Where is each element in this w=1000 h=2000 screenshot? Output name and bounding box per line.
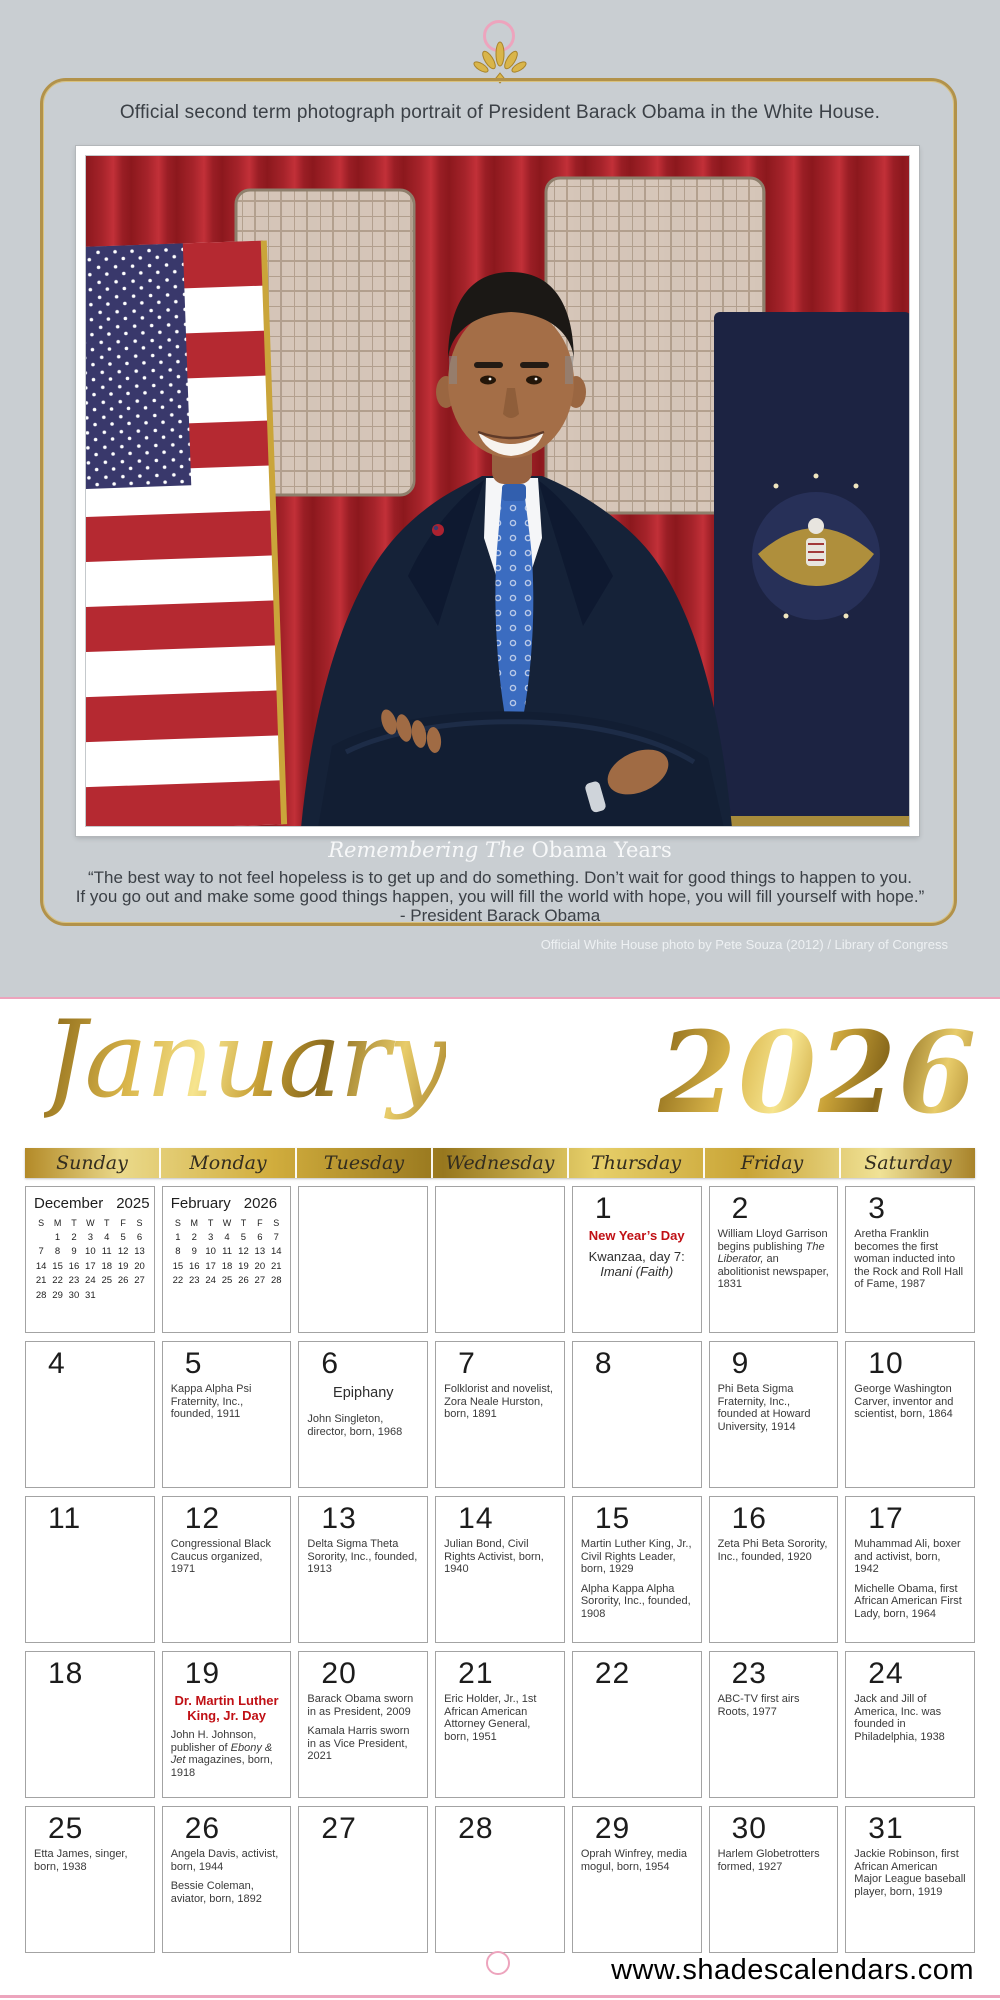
event-text-segment: John Singleton, director, born, 1968 — [307, 1413, 403, 1438]
event-text-segment: ABC-TV first airs Roots, 1977 — [717, 1693, 800, 1718]
day-number: 9 — [731, 1347, 750, 1380]
event-text-segment: Folklorist and novelist, Zora Neale Hurston, born, 1891 — [444, 1383, 553, 1420]
calendar-cell — [572, 1341, 702, 1488]
mini-day-number: 24 — [205, 1275, 216, 1286]
mini-calendar-day-letters — [170, 1216, 285, 1231]
event-text — [846, 1693, 974, 1743]
mini-day-number: 1 — [175, 1231, 181, 1243]
mini-day-number: 7 — [273, 1231, 279, 1243]
calendar-cell — [25, 1496, 155, 1643]
event-text-segment: Jackie Robinson, first African American Major League baseball player, born, 1919 — [854, 1848, 966, 1898]
mini-day-number: 12 — [117, 1246, 129, 1257]
mini-day-number: 2 — [191, 1231, 197, 1243]
day-number: 25 — [48, 1812, 84, 1845]
weekday-label: Friday — [705, 1148, 841, 1178]
event-text — [573, 1228, 701, 1243]
calendar-cell — [298, 1806, 428, 1953]
photo-credit: Official White House photo by Pete Souza (2012) / Library of Congress — [540, 937, 948, 952]
mini-calendar-week — [170, 1245, 285, 1260]
mini-day-number: 18 — [101, 1260, 113, 1272]
event-text-segment: Barack Obama sworn in as President, 2009 — [307, 1693, 414, 1718]
calendar-cell — [572, 1806, 702, 1953]
event-text — [163, 1538, 291, 1576]
event-text-segment: William Lloyd Garrison begins publishing — [717, 1228, 828, 1253]
event-text-segment: Zeta Phi Beta Sorority, Inc., founded, 1920 — [717, 1538, 828, 1563]
mini-calendar-week — [33, 1231, 148, 1246]
calendar-cell — [709, 1651, 839, 1798]
mini-day-number: 20 — [254, 1260, 266, 1272]
calendar-cell — [435, 1496, 565, 1643]
mini-calendar-december — [26, 1187, 154, 1303]
mini-day-number: 21 — [35, 1275, 47, 1286]
day-number: 21 — [458, 1657, 494, 1690]
calendar-cell — [709, 1341, 839, 1488]
day-number: 30 — [731, 1812, 767, 1845]
mini-day-number: 15 — [172, 1260, 184, 1272]
mini-day-number: 23 — [68, 1275, 80, 1286]
mini-day-number: 16 — [188, 1260, 200, 1272]
top-panel — [0, 0, 1000, 997]
day-number: 17 — [868, 1502, 904, 1535]
mini-day-number: 30 — [68, 1289, 80, 1301]
bottom-pink-rule — [0, 1995, 1000, 1998]
day-number: 4 — [48, 1347, 66, 1380]
day-number: 8 — [594, 1347, 613, 1380]
mini-day-letter: S — [38, 1218, 45, 1228]
mini-day-letter: S — [273, 1218, 280, 1228]
mini-day-letter: W — [86, 1218, 95, 1228]
mini-day-number: 6 — [136, 1231, 143, 1243]
event-text-segment: Julian Bond, Civil Rights Activist, born, 1940 — [444, 1538, 544, 1575]
presidential-flag-icon — [714, 312, 910, 827]
calendar-cell — [572, 1651, 702, 1798]
mini-day-number: 25 — [221, 1275, 233, 1286]
mini-day-letter: T — [103, 1218, 110, 1228]
event-text — [436, 1538, 564, 1576]
event-text-segment: Congressional Black Caucus organized, 1971 — [170, 1538, 271, 1575]
mini-day-number — [99, 1289, 115, 1304]
day-number: 20 — [321, 1657, 357, 1690]
mini-day-number: 19 — [238, 1260, 249, 1272]
event-text-segment: Bessie Coleman, aviator, born, 1892 — [170, 1880, 262, 1905]
day-number: 3 — [868, 1192, 886, 1225]
flag-pin-icon — [432, 524, 444, 536]
mini-day-number: 31 — [85, 1289, 96, 1301]
day-number: 18 — [48, 1657, 84, 1690]
event-text — [163, 1848, 291, 1873]
weekday-label: Tuesday — [297, 1148, 433, 1178]
mini-calendar-week — [33, 1260, 148, 1275]
mini-day-number: 18 — [221, 1260, 233, 1272]
mini-calendar-title — [170, 1193, 285, 1216]
event-text-segment: Phi Beta Sigma Fraternity, Inc., founded at Howard University, 1914 — [717, 1383, 811, 1433]
mini-day-number: 6 — [257, 1231, 263, 1243]
mini-day-number — [33, 1231, 49, 1246]
calendar-cell — [709, 1186, 839, 1333]
mini-day-letter: M — [190, 1218, 199, 1228]
event-text — [573, 1848, 701, 1873]
calendar-cell — [298, 1651, 428, 1798]
day-number: 12 — [184, 1502, 221, 1535]
event-text-segment: Kamala Harris sworn in as Vice President, 2021 — [307, 1725, 410, 1762]
mini-day-letter: W — [222, 1218, 232, 1228]
event-text — [299, 1383, 427, 1401]
event-text — [299, 1725, 427, 1763]
event-text — [163, 1693, 291, 1723]
event-text — [299, 1413, 427, 1438]
calendar-cell — [162, 1806, 292, 1953]
event-text-segment: The Liberator, — [717, 1240, 825, 1265]
mini-day-number: 4 — [224, 1231, 230, 1243]
calendar-cell — [162, 1651, 292, 1798]
event-text — [846, 1228, 974, 1291]
calendar-cell — [709, 1806, 839, 1953]
calendar-cell — [709, 1496, 839, 1643]
day-number: 13 — [321, 1502, 357, 1535]
quote-attribution: - President Barack Obama — [399, 906, 601, 925]
event-text-segment: Oprah Winfrey, media mogul, born, 1954 — [580, 1848, 688, 1873]
mini-day-number: 23 — [188, 1275, 200, 1286]
event-text-segment: Jack and Jill of America, Inc. was founded in Philadelphia, 1938 — [854, 1693, 945, 1743]
event-text-segment: Kappa Alpha Psi Fraternity, Inc., founded, 1911 — [170, 1383, 252, 1420]
event-text — [710, 1383, 838, 1433]
mini-calendar-week — [170, 1231, 285, 1246]
mini-calendar-february — [163, 1187, 291, 1289]
year-title: 2026 — [658, 1008, 978, 1139]
event-text — [573, 1249, 701, 1279]
day-number: 19 — [184, 1657, 221, 1690]
mini-day-letter: F — [120, 1218, 126, 1228]
day-number: 29 — [594, 1812, 631, 1845]
calendar-cell — [162, 1496, 292, 1643]
event-text — [846, 1583, 974, 1621]
event-text — [26, 1848, 154, 1873]
event-text — [846, 1383, 974, 1421]
mini-day-number: 10 — [85, 1246, 96, 1257]
event-text-segment: Epiphany — [333, 1385, 394, 1401]
mini-day-letter: M — [53, 1218, 62, 1228]
mini-calendar-month: December — [34, 1195, 104, 1212]
mini-day-number: 26 — [238, 1275, 249, 1286]
calendar-cell — [25, 1341, 155, 1488]
hang-hole-icon — [486, 1951, 510, 1975]
mini-day-number: 5 — [240, 1231, 247, 1243]
mini-day-letter: S — [136, 1218, 143, 1228]
day-number: 31 — [868, 1812, 904, 1845]
mini-day-number: 22 — [172, 1275, 184, 1286]
event-text-segment: Harlem Globetrotters formed, 1927 — [717, 1848, 820, 1873]
calendar-cell — [25, 1806, 155, 1953]
event-text — [710, 1848, 838, 1873]
calendar-cell — [25, 1186, 155, 1333]
photo-mat — [76, 146, 919, 836]
mini-day-letter: T — [240, 1218, 247, 1228]
event-text-segment: George Washington Carver, inventor and scientist, born, 1864 — [854, 1383, 954, 1420]
mini-day-letter: F — [257, 1218, 263, 1228]
mini-day-number: 11 — [222, 1246, 232, 1257]
mini-day-number: 27 — [134, 1275, 145, 1286]
event-text-segment: Dr. Martin Luther — [174, 1693, 279, 1708]
calendar-cell — [845, 1496, 975, 1643]
mini-day-number: 13 — [134, 1246, 145, 1257]
event-text — [163, 1729, 291, 1779]
weekday-label: Thursday — [569, 1148, 705, 1178]
remembering-title-rest: Obama Years — [524, 838, 672, 862]
event-text — [436, 1383, 564, 1421]
mini-day-number: 12 — [238, 1246, 249, 1257]
mini-day-number: 29 — [52, 1289, 63, 1301]
event-text-segment: Michelle Obama, first African American First Lady, born, 1964 — [854, 1582, 962, 1620]
event-text — [846, 1538, 974, 1576]
mini-day-letter: S — [174, 1218, 181, 1228]
calendar-cell — [435, 1186, 565, 1333]
calendar-cell — [845, 1186, 975, 1333]
calendar-cell — [162, 1186, 292, 1333]
event-text-segment: Eric Holder, Jr., 1st African American Attorney General, born, 1951 — [444, 1693, 537, 1743]
calendar-cell — [298, 1496, 428, 1643]
photo-caption: Official second term photograph portrait of President Barack Obama in the White House. — [119, 102, 881, 123]
calendar-cell — [298, 1186, 428, 1333]
mini-calendar-title — [33, 1193, 148, 1216]
website-url: www.shadescalendars.com — [611, 1954, 974, 1986]
mini-day-number: 17 — [205, 1260, 216, 1272]
mini-calendar-week — [33, 1245, 148, 1260]
mini-calendar-week — [170, 1260, 285, 1275]
calendar-cell — [25, 1651, 155, 1798]
event-text — [573, 1583, 701, 1621]
day-number: 11 — [48, 1502, 82, 1535]
event-text-segment: Aretha Franklin becomes the first woman inducted into the Rock and Roll Hall of Fame, 1987 — [854, 1228, 964, 1290]
event-text-segment: King, Jr. Day — [187, 1708, 266, 1723]
mini-day-number: 15 — [52, 1260, 63, 1272]
mini-day-number: 8 — [54, 1246, 61, 1257]
event-text-segment: an abolitionist newspaper, 1831 — [717, 1253, 829, 1290]
event-text-segment: John H. Johnson, publisher of — [170, 1729, 257, 1754]
month-title: January — [44, 998, 446, 1121]
mini-day-number: 16 — [68, 1260, 80, 1272]
event-text — [163, 1383, 291, 1421]
day-number: 14 — [458, 1502, 494, 1535]
calendar-cell — [572, 1496, 702, 1643]
mini-day-number: 11 — [101, 1246, 112, 1257]
event-text-segment: Kwanzaa, day 7: — [588, 1249, 685, 1264]
us-flag-icon — [86, 240, 287, 827]
event-text-segment: Etta James, singer, born, 1938 — [34, 1848, 128, 1873]
mini-calendar-year: 2026 — [243, 1195, 278, 1212]
mini-day-number: 17 — [85, 1260, 96, 1272]
obama-quote — [0, 868, 1000, 925]
mini-day-number: 21 — [270, 1260, 282, 1272]
day-number: 6 — [321, 1347, 340, 1380]
mini-day-number: 10 — [205, 1246, 216, 1257]
mini-day-number: 26 — [117, 1275, 129, 1286]
mini-day-number: 9 — [191, 1246, 197, 1257]
calendar-cell — [435, 1806, 565, 1953]
mini-day-number: 22 — [52, 1275, 63, 1286]
day-number: 5 — [184, 1347, 203, 1380]
quote-line-1: “The best way to not feel hopeless is to get up and do something. Don’t wait for good things to happen to you. — [87, 868, 913, 887]
mini-day-number: 20 — [134, 1260, 145, 1272]
event-text — [299, 1693, 427, 1718]
event-text-segment: Ebony & Jet — [170, 1741, 273, 1766]
mini-calendar-year: 2025 — [116, 1195, 150, 1212]
day-number: 23 — [731, 1657, 767, 1690]
day-number: 26 — [184, 1812, 221, 1845]
remembering-title-italic: Remembering The — [328, 838, 525, 862]
day-number: 7 — [458, 1347, 476, 1380]
mini-day-letter: T — [207, 1218, 214, 1228]
weekday-label: Saturday — [864, 1152, 952, 1174]
mini-day-number: 3 — [208, 1231, 214, 1243]
mini-day-number: 9 — [71, 1246, 77, 1257]
mini-day-number: 2 — [71, 1231, 77, 1243]
remembering-title — [0, 838, 1000, 862]
mini-day-number: 25 — [101, 1275, 113, 1286]
weekday-label: Monday — [161, 1148, 297, 1178]
calendar-grid — [25, 1186, 975, 1953]
mini-day-number: 1 — [54, 1231, 61, 1243]
day-number: 22 — [594, 1657, 631, 1690]
mini-day-number: 24 — [85, 1275, 96, 1286]
mini-calendar-week — [170, 1274, 285, 1289]
day-number: 28 — [458, 1812, 494, 1845]
mini-day-number — [131, 1289, 147, 1304]
quote-line-2: If you go out and make some good things happen, you will fill the world with hope, you will fill yourself with hope.” — [75, 887, 925, 906]
day-number: 15 — [594, 1502, 631, 1535]
calendar-cell — [845, 1341, 975, 1488]
mini-calendar-week — [33, 1274, 148, 1289]
event-text — [710, 1538, 838, 1563]
mini-calendar-day-letters — [33, 1216, 148, 1231]
calendar-cell — [845, 1651, 975, 1798]
event-text — [299, 1538, 427, 1576]
weekday-label: Sunday — [25, 1148, 161, 1178]
mini-day-number: 3 — [87, 1231, 93, 1243]
event-text-segment: New Year’s Day — [588, 1228, 685, 1243]
mini-day-number: 8 — [175, 1246, 181, 1257]
calendar-cell — [845, 1806, 975, 1953]
day-number: 24 — [868, 1657, 904, 1690]
calendar-cell — [162, 1341, 292, 1488]
event-text-segment: Martin Luther King, Jr., Civil Rights Leader, born, 1929 — [580, 1538, 692, 1575]
event-text — [436, 1693, 564, 1743]
calendar-cell — [435, 1341, 565, 1488]
mini-day-number: 28 — [35, 1289, 47, 1301]
event-text-segment: Imani (Faith) — [600, 1264, 674, 1279]
mini-day-number: 19 — [117, 1260, 129, 1272]
mini-day-letter: T — [71, 1218, 77, 1228]
day-number: 16 — [731, 1502, 767, 1535]
day-number: 27 — [321, 1812, 357, 1845]
mini-day-number: 27 — [254, 1275, 266, 1286]
event-text — [846, 1848, 974, 1898]
calendar-cell — [572, 1186, 702, 1333]
obama-portrait-illustration — [86, 156, 910, 827]
mini-day-number: 4 — [104, 1231, 110, 1243]
mini-day-number: 7 — [38, 1246, 44, 1257]
mini-calendar-month: February — [170, 1195, 231, 1212]
mini-day-number: 14 — [35, 1260, 47, 1272]
event-text-segment: Delta Sigma Theta Sorority, Inc., founded, 1913 — [307, 1538, 418, 1575]
mini-day-number: 14 — [270, 1246, 282, 1257]
calendar-cell — [298, 1341, 428, 1488]
obama-portrait-photo — [85, 155, 910, 827]
mini-day-number: 28 — [270, 1275, 282, 1286]
mini-day-number — [115, 1289, 131, 1304]
weekday-label: Wednesday — [433, 1148, 569, 1178]
event-text-segment: Angela Davis, activist, born, 1944 — [170, 1848, 279, 1873]
mini-calendar-week — [33, 1289, 148, 1304]
event-text — [710, 1693, 838, 1718]
day-number: 10 — [868, 1347, 904, 1380]
event-text — [573, 1538, 701, 1576]
calendar-cell — [435, 1651, 565, 1798]
day-number: 1 — [594, 1192, 613, 1225]
event-text-segment: Muhammad Ali, boxer and activist, born, 1942 — [854, 1538, 961, 1575]
event-text — [163, 1880, 291, 1905]
mini-day-number: 5 — [120, 1231, 126, 1243]
day-number: 2 — [731, 1192, 750, 1225]
weekday-bar — [25, 1148, 975, 1178]
event-text-segment: magazines, born, 1918 — [170, 1754, 273, 1779]
event-text — [710, 1228, 838, 1291]
mini-day-number: 13 — [254, 1246, 266, 1257]
event-text-segment: Alpha Kappa Alpha Sorority, Inc., founded, 1908 — [580, 1582, 691, 1620]
